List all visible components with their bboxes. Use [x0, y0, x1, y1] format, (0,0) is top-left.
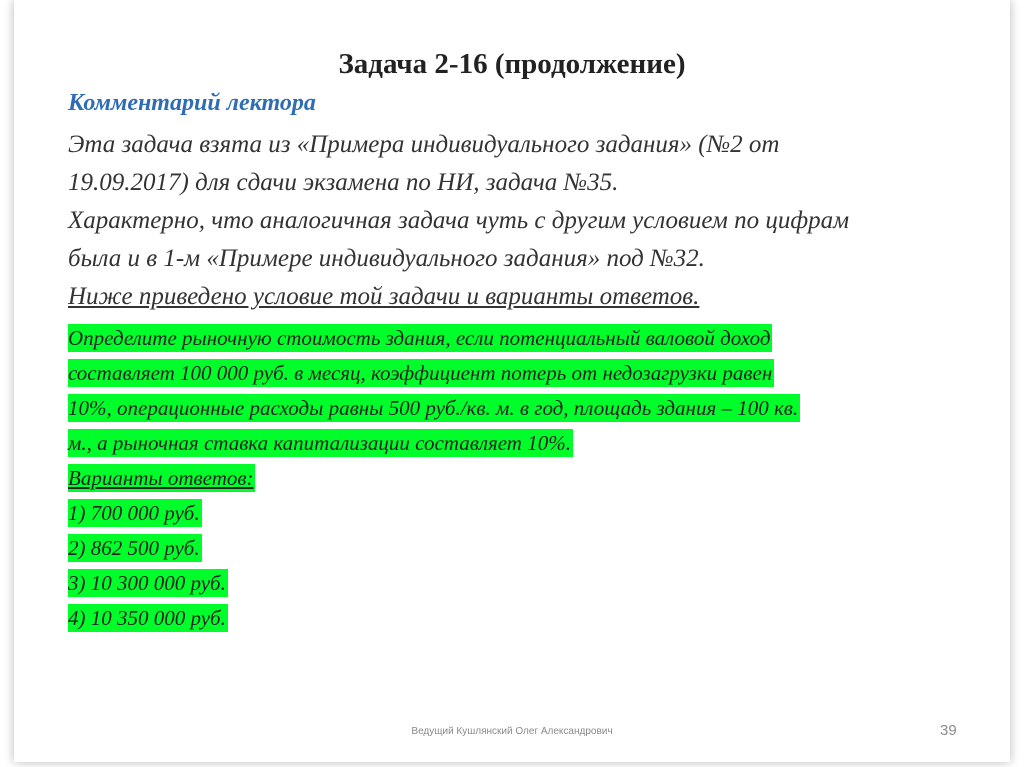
presenter-footer: Ведущий Кушлянский Олег Александрович	[411, 726, 613, 737]
condition-intro-line	[68, 278, 998, 316]
problem-line: м., а рыночная ставка капитализации составляет 10%.	[68, 431, 571, 455]
lecturer-comment-heading: Комментарий лектора	[68, 90, 316, 116]
problem-statement	[68, 322, 998, 462]
paragraph-line: Характерно, что аналогичная задача чуть с другим условием по цифрам	[68, 207, 850, 234]
answer-option-4: 4) 10 350 000 руб.	[68, 606, 226, 630]
answer-option-1: 1) 700 000 руб.	[68, 501, 200, 525]
answer-option-3: 3) 10 300 000 руб.	[68, 571, 226, 595]
paragraph-line: Эта задача взята из «Примера индивидуального задания» (№2 от	[68, 131, 780, 158]
paragraph-line: была и в 1-м «Примере индивидуального задания» под №32.	[68, 245, 705, 272]
answer-options-header: Варианты ответов:	[68, 466, 254, 490]
slide-title: Задача 2-16 (продолжение)	[338, 48, 686, 80]
answer-option-2: 2) 862 500 руб.	[68, 536, 200, 560]
condition-intro-text: Ниже приведено условие той задачи и варианты ответов.	[68, 283, 700, 310]
problem-line: составляет 100 000 руб. в месяц, коэффициент потерь от недозагрузки равен	[68, 361, 773, 385]
page-number: 39	[940, 722, 957, 739]
paragraph-line: 19.09.2017) для сдачи экзамена по НИ, задача №35.	[68, 169, 619, 196]
slide-body	[68, 126, 998, 637]
problem-line: 10%, операционные расходы равны 500 руб./кв. м. в год, площадь здания – 100 кв.	[68, 396, 799, 420]
problem-line: Определите рыночную стоимость здания, если потенциальный валовой доход	[68, 326, 771, 350]
